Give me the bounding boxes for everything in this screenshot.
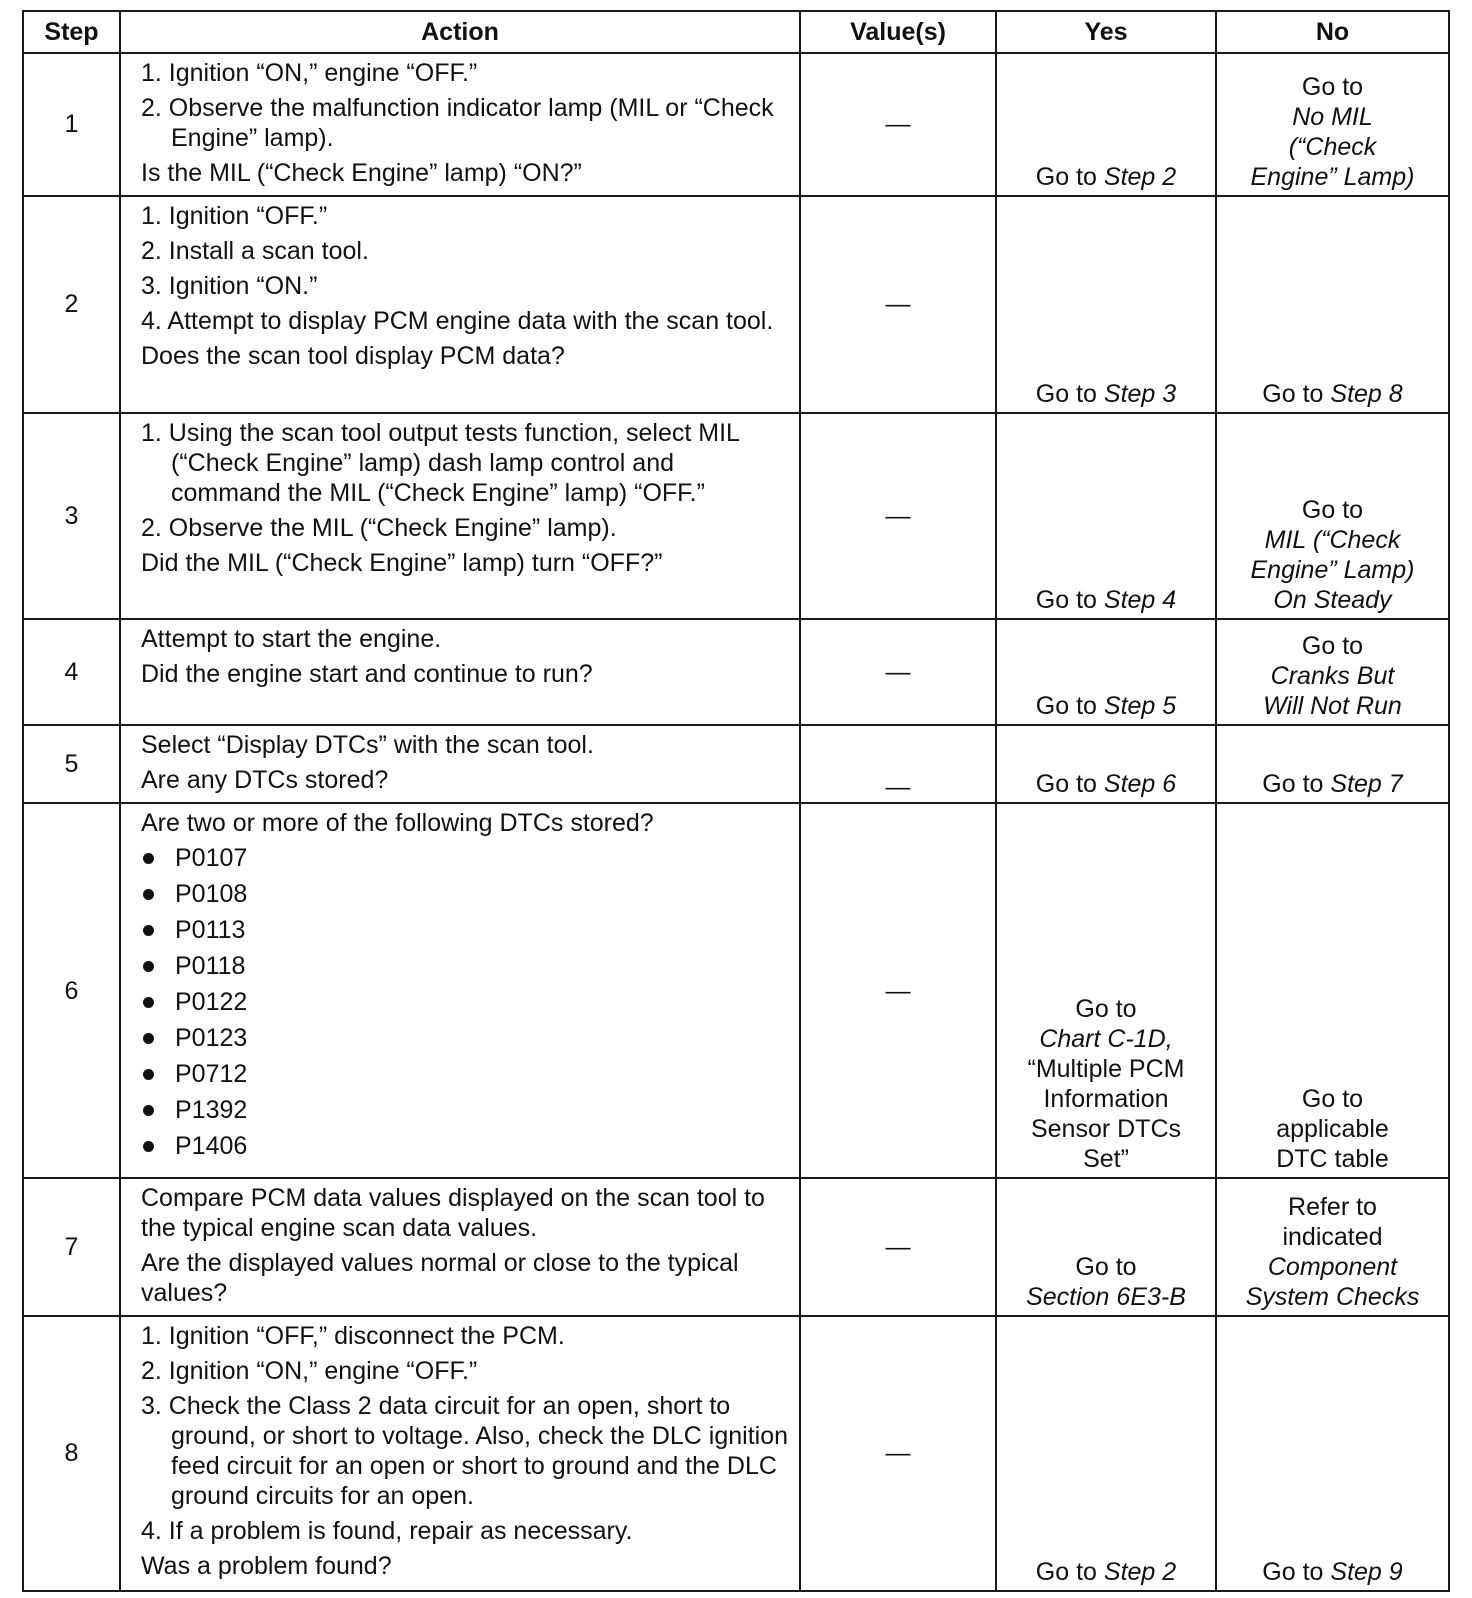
yes-cell: [996, 1178, 1216, 1316]
yes-target: Chart C-1D,: [1039, 1025, 1173, 1054]
no-target-line: Engine” Lamp): [1250, 162, 1415, 191]
no-prefix-line: Refer to: [1288, 1192, 1377, 1221]
value-cell: —: [800, 725, 996, 802]
no-cell: [1216, 803, 1449, 1179]
action-line: 1. Ignition “ON,” engine “OFF.”: [141, 59, 478, 87]
yes-cell: [996, 725, 1216, 802]
no-line: DTC table: [1276, 1145, 1389, 1174]
action-cell: [120, 725, 800, 802]
header-step: Step: [23, 11, 120, 53]
action-line: 4. If a problem is found, repair as necessary.: [141, 1516, 633, 1545]
table-row: [23, 53, 1449, 196]
action-question: Did the MIL (“Check Engine” lamp) turn “OFF?”: [141, 548, 663, 577]
yes-target: Section 6E3-B: [1026, 1282, 1186, 1311]
step-number: 4: [23, 619, 120, 725]
table-row: [23, 413, 1449, 620]
no-target-line: System Checks: [1245, 1282, 1420, 1311]
no-target-line: Cranks But: [1270, 662, 1395, 691]
dtc-item: P0123: [141, 1023, 789, 1053]
header-row: [23, 11, 1449, 53]
dtc-item: P0118: [141, 951, 789, 981]
dtc-item: P1392: [141, 1095, 789, 1125]
table-row: [23, 619, 1449, 725]
no-prefix-line: indicated: [1282, 1222, 1383, 1251]
action-question: Did the engine start and continue to run?: [141, 660, 593, 689]
action-line: 3. Ignition “ON.”: [141, 271, 318, 300]
header-no: No: [1216, 11, 1449, 53]
value-cell: —: [800, 1178, 996, 1316]
action-line: 3. Check the Class 2 data circuit for an open, short to ground, or short to voltage. Also, check the DLC ignition feed circuit for an open or short to ground and the DLC ground circuits for an open.: [141, 1391, 789, 1510]
action-cell: [120, 413, 800, 620]
value-cell: —: [800, 53, 996, 196]
no-target-line: (“Check: [1288, 132, 1377, 161]
no-cell: [1216, 1316, 1449, 1591]
no-cell: [1216, 619, 1449, 725]
no-target: Step 9: [1330, 1558, 1403, 1586]
header-values: Value(s): [800, 11, 996, 53]
action-line: Compare PCM data values displayed on the scan tool to the typical engine scan data values.: [141, 1184, 765, 1243]
step-number: 1: [23, 53, 120, 196]
yes-cell: [996, 619, 1216, 725]
yes-prefix: Go to: [1035, 769, 1097, 798]
no-line: applicable: [1276, 1115, 1389, 1144]
yes-rest-line: “Multiple PCM: [1027, 1055, 1185, 1084]
diagnostic-table: [22, 10, 1450, 1592]
yes-cell: [996, 53, 1216, 196]
yes-target: Step 3: [1103, 379, 1177, 408]
step-number: 6: [23, 803, 120, 1179]
action-cell: [120, 53, 800, 196]
action-cell: [120, 196, 800, 413]
yes-target: Step 2: [1103, 1558, 1177, 1586]
header-action: Action: [120, 11, 800, 53]
dtc-item: P1406: [141, 1131, 789, 1161]
no-target-line: No MIL: [1292, 102, 1373, 131]
action-line: Select “Display DTCs” with the scan tool.: [141, 731, 594, 760]
yes-prefix: Go to: [1035, 692, 1097, 721]
no-cell: [1216, 1178, 1449, 1316]
yes-prefix: Go to: [1075, 995, 1137, 1024]
no-prefix: Go to: [1262, 769, 1324, 798]
yes-cell: [996, 413, 1216, 620]
no-cell: [1216, 725, 1449, 802]
yes-rest-line: Information: [1043, 1085, 1169, 1114]
yes-target: Step 4: [1103, 586, 1177, 615]
yes-prefix: Go to: [1035, 162, 1097, 191]
no-target: Step 8: [1330, 379, 1403, 408]
dtc-item: P0113: [141, 915, 789, 945]
action-line: 2. Install a scan tool.: [141, 236, 369, 265]
no-prefix: Go to: [1262, 1558, 1324, 1586]
action-question: Are any DTCs stored?: [141, 766, 389, 795]
action-question: Does the scan tool display PCM data?: [141, 341, 565, 370]
yes-prefix: Go to: [1035, 586, 1097, 615]
table-row: [23, 803, 1449, 1179]
action-cell: [120, 1316, 800, 1591]
dtc-item: P0108: [141, 879, 789, 909]
yes-prefix: Go to: [1075, 1252, 1137, 1281]
action-line: 2. Ignition “ON,” engine “OFF.”: [141, 1356, 478, 1385]
yes-target: Step 2: [1103, 162, 1177, 191]
yes-cell: [996, 196, 1216, 413]
no-target-line: Will Not Run: [1263, 692, 1402, 721]
no-target: Step 7: [1330, 769, 1403, 798]
action-line: 1. Ignition “OFF,” disconnect the PCM.: [141, 1321, 565, 1350]
action-line: Attempt to start the engine.: [141, 625, 442, 654]
action-line: 1. Using the scan tool output tests function, select MIL (“Check Engine” lamp) dash lamp control and command the MIL (“Check Engine” lamp) “OFF.”: [141, 418, 740, 507]
dtc-item: P0107: [141, 843, 789, 873]
dtc-item: P0712: [141, 1059, 789, 1089]
action-cell: [120, 803, 800, 1179]
yes-cell: [996, 803, 1216, 1179]
no-line: Go to: [1301, 1085, 1364, 1114]
step-number: 3: [23, 413, 120, 620]
yes-cell: [996, 1316, 1216, 1591]
action-question: Is the MIL (“Check Engine” lamp) “ON?”: [141, 159, 582, 187]
action-question: Was a problem found?: [141, 1551, 392, 1580]
no-prefix: Go to: [1301, 72, 1364, 101]
no-prefix: Go to: [1262, 379, 1324, 408]
step-number: 2: [23, 196, 120, 413]
no-target-line: Component: [1267, 1252, 1398, 1281]
no-cell: [1216, 53, 1449, 196]
action-question: Are two or more of the following DTCs stored?: [141, 808, 654, 837]
table-row: [23, 725, 1449, 802]
action-line: 2. Observe the malfunction indicator lamp (MIL or “Check Engine” lamp).: [141, 94, 774, 152]
value-cell: —: [800, 413, 996, 620]
value-cell: —: [800, 619, 996, 725]
yes-prefix: Go to: [1035, 1558, 1097, 1586]
action-cell: [120, 1178, 800, 1316]
yes-rest-line: Set”: [1083, 1145, 1129, 1174]
value-cell: —: [800, 803, 996, 1179]
action-line: 4. Attempt to display PCM engine data with the scan tool.: [141, 306, 774, 335]
step-number: 8: [23, 1316, 120, 1591]
yes-target: Step 6: [1103, 769, 1177, 798]
yes-target: Step 5: [1103, 692, 1177, 721]
step-number: 7: [23, 1178, 120, 1316]
header-yes: Yes: [996, 11, 1216, 53]
step-number: 5: [23, 725, 120, 802]
yes-prefix: Go to: [1035, 379, 1097, 408]
no-target-line: Engine” Lamp): [1250, 556, 1415, 585]
table-row: [23, 196, 1449, 413]
action-question: Are the displayed values normal or close to the typical values?: [141, 1249, 739, 1308]
table-row: [23, 1178, 1449, 1316]
yes-rest-line: Sensor DTCs: [1030, 1115, 1182, 1144]
no-cell: [1216, 413, 1449, 620]
no-prefix: Go to: [1301, 496, 1364, 525]
action-line: 2. Observe the MIL (“Check Engine” lamp).: [141, 513, 617, 542]
table-row: [23, 1316, 1449, 1591]
value-cell: —: [800, 1316, 996, 1591]
no-cell: [1216, 196, 1449, 413]
no-target-line: On Steady: [1273, 586, 1392, 615]
action-cell: [120, 619, 800, 725]
dtc-item: P0122: [141, 987, 789, 1017]
no-target-line: MIL (“Check: [1264, 526, 1401, 555]
action-line: 1. Ignition “OFF.”: [141, 201, 328, 230]
value-cell: —: [800, 196, 996, 413]
no-prefix: Go to: [1301, 632, 1364, 661]
